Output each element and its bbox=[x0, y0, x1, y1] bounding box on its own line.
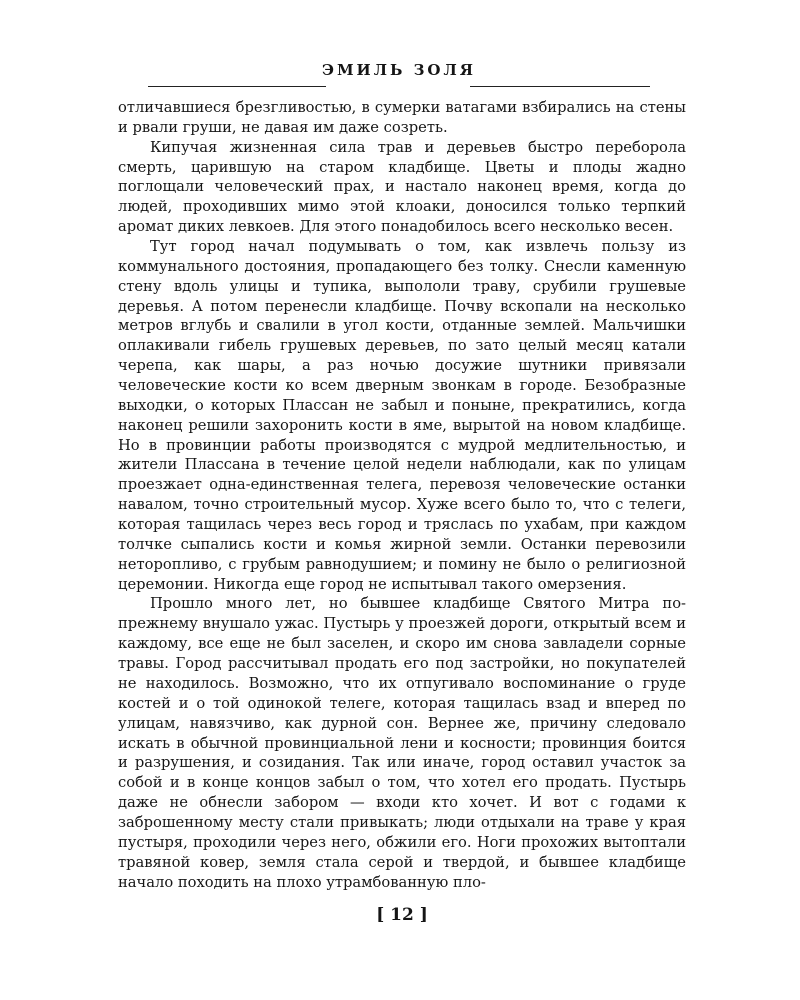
running-head: ЭМИЛЬ ЗОЛЯ bbox=[322, 61, 476, 79]
body-text bbox=[118, 98, 686, 892]
paragraph: Тут город начал подумывать о том, как извлечь пользу из коммунального достояния, пропадающего без толку. Снесли каменную стену вдоль улицы и тупика, выпололи траву, срубили грушевые деревья. А потом перенесли кладбище. Почву вскопали на несколько метров вглубь и свалили в угол кости, отданные землей. Мальчишки оплакивали гибель грушевых деревьев, по зато целый месяц катали черепа, как шары, а раз ночью досужие шутники привязали человеческие кости ко всем дверным звонкам в городе. Безобразные выходки, о которых Плассан не забыл и поныне, прекратились, когда наконец решили захоронить кости в яме, вырытой на новом кладбище. Но в провинции работы производятся с мудрой медлительностью, и жители Плассана в течение целой недели наблюдали, как по улицам проезжает одна-единственная телега, перевозя человеческие останки навалом, точно строительный мусор. Хуже всего было то, что с телеги, которая тащилась через весь город и тряслась по ухабам, при каждом толчке сыпались кости и комья жирной земли. Останки перевозили неторопливо, с грубым равнодушием; и помину не было о религиозной церемонии. Никогда еще город не испытывал такого омерзения. bbox=[118, 238, 686, 593]
header-rule-right bbox=[470, 86, 650, 87]
page-number: [ 12 ] bbox=[376, 905, 428, 925]
header-rule-left bbox=[148, 86, 326, 87]
paragraph-continued: отличавшиеся брезгливостью, в сумерки ватагами взбирались на стены и рвали груши, не давая им даже созреть. bbox=[118, 99, 686, 136]
paragraph: Прошло много лет, но бывшее кладбище Святого Митра по-прежнему внушало ужас. Пустырь у проезжей дороги, открытый всем и каждому, все еще не был заселен, и скоро им снова завладели сорные травы. Город рассчитывал продать его под застройки, но покупателей не находилось. Возможно, что их отпугивало воспоминание о груде костей и о той одинокой телеге, которая тащилась взад и вперед по улицам, навязчиво, как дурной сон. Вернее же, причину следовало искать в обычной провинциальной лени и косности; провинция боится и разрушения, и созидания. Так или иначе, город оставил участок за собой и в конце концов забыл о том, что хотел его продать. Пустырь даже не обнесли забором — входи кто хочет. И вот с годами к заброшенному месту стали привыкать; люди отдыхали на траве у края пустыря, проходили через него, обжили его. Ноги прохожих вытоптали травяной ковер, земля стала серой и твердой, и бывшее кладбище начало походить на плохо утрамбованную пло- bbox=[118, 595, 686, 891]
paragraph: Кипучая жизненная сила трав и деревьев быстро переборола смерть, царившую на старом кладбище. Цветы и плоды жадно поглощали человеческий прах, и настало наконец время, когда до людей, проходивших мимо этой клоаки, доносился только терпкий аромат диких левкоев. Для этого понадобилось всего несколько весен. bbox=[118, 138, 686, 236]
